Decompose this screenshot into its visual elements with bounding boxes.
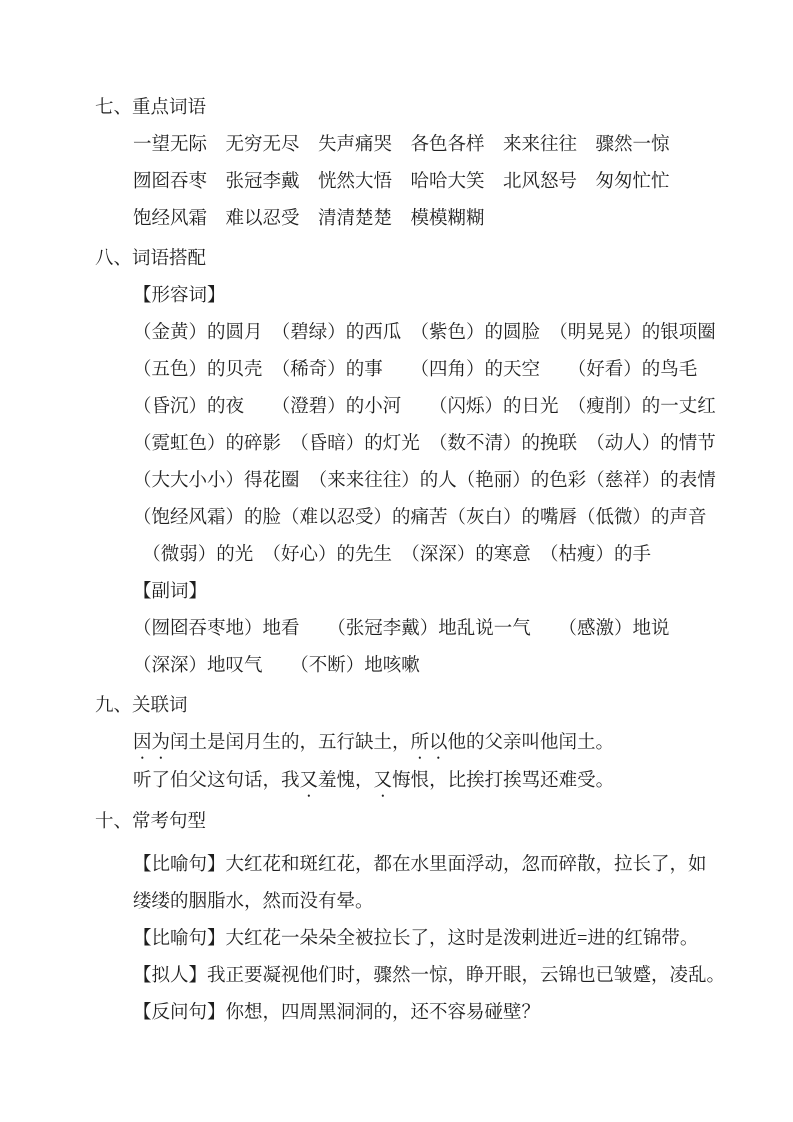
plain-text: 悔恨，比挨打挨骂还难受。 [392,771,615,791]
section-collocations-heading: 八、词语搭配 [95,249,207,269]
adjective-label: 【形容词】 [133,286,226,306]
sentence-pattern-line: 【拟人】我正要凝视他们时，骤然一惊，睁开眼，云锦也已皱蹙，凌乱。 [133,966,726,986]
sentence-pattern-line: 【比喻句】大红花和斑红花，都在水里面浮动，忽而碎散，拉长了，如缕缕的胭脂水，然而没有晕。 [133,855,707,912]
key-words-line: 一望无际 无穷无尽 失声痛哭 各色各样 来来往往 骤然一惊 [133,135,670,155]
emphasized-text: 因为 [133,733,171,753]
adjective-line: （霓虹色）的碎影 （昏暗）的灯光 （数不清）的挽联 （动人）的情节 [133,434,716,454]
plain-text: 羞愧， [318,771,374,791]
adjective-line: （微弱）的光 （好心）的先生 （深深）的寒意 （枯瘦）的手 [133,545,652,565]
section-key-words-heading: 七、重点词语 [95,98,207,118]
adverb-label: 【副词】 [133,582,208,602]
adverb-line: （囫囵吞枣地）地看 （张冠李戴）地乱说一气 （感激）地说 [133,619,670,639]
section-collocations [95,241,733,685]
sentence-pattern-line: 【反问句】你想，四周黑洞洞的，还不容易碰壁？ [133,1003,541,1023]
conjunction-example-line [133,763,733,801]
plain-text: 他的父亲叫他闰土。 [447,733,615,753]
section-conjunctions [95,688,733,801]
conjunction-example-line [133,725,733,763]
section-sentence-patterns-heading: 十、常考句型 [95,812,207,832]
adjective-line: （饱经风霜）的脸（难以忍受）的痛苦（灰白）的嘴唇（低微）的声音 [133,508,707,528]
emphasized-text: 所以 [410,733,448,753]
section-key-words [95,90,733,238]
key-words-line: 囫囵吞枣 张冠李戴 恍然大悟 哈哈大笑 北风怒号 匆匆忙忙 [133,172,670,192]
adjective-line: （大大小小）得花圈 （来来往往）的人（艳丽）的色彩（慈祥）的表情 [133,471,716,491]
key-words-line: 饱经风霜 难以忍受 清清楚楚 模模糊糊 [133,209,485,229]
plain-text: 听了伯父这句话，我 [133,771,300,791]
section-sentence-patterns [95,804,733,1032]
emphasized-text: 又 [373,771,393,791]
adverb-line: （深深）地叹气 （不断）地咳嗽 [133,656,420,676]
adjective-line: （五色）的贝壳 （稀奇）的事 （四角）的天空 （好看）的鸟毛 [133,360,698,380]
adjective-line: （金黄）的圆月 （碧绿）的西瓜 （紫色）的圆脸 （明晃晃）的银项圈 [133,323,716,343]
section-conjunctions-heading: 九、关联词 [95,696,188,716]
adjective-line: （昏沉）的夜 （澄碧）的小河 （闪烁）的日光 （瘦削）的一丈红 [133,397,716,417]
emphasized-text: 又 [299,771,319,791]
sentence-pattern-line: 【比喻句】大红花一朵朵全被拉长了，这时是泼剌进近=进的红锦带。 [133,929,699,949]
plain-text: 闰土是闰月生的，五行缺土， [170,733,411,753]
